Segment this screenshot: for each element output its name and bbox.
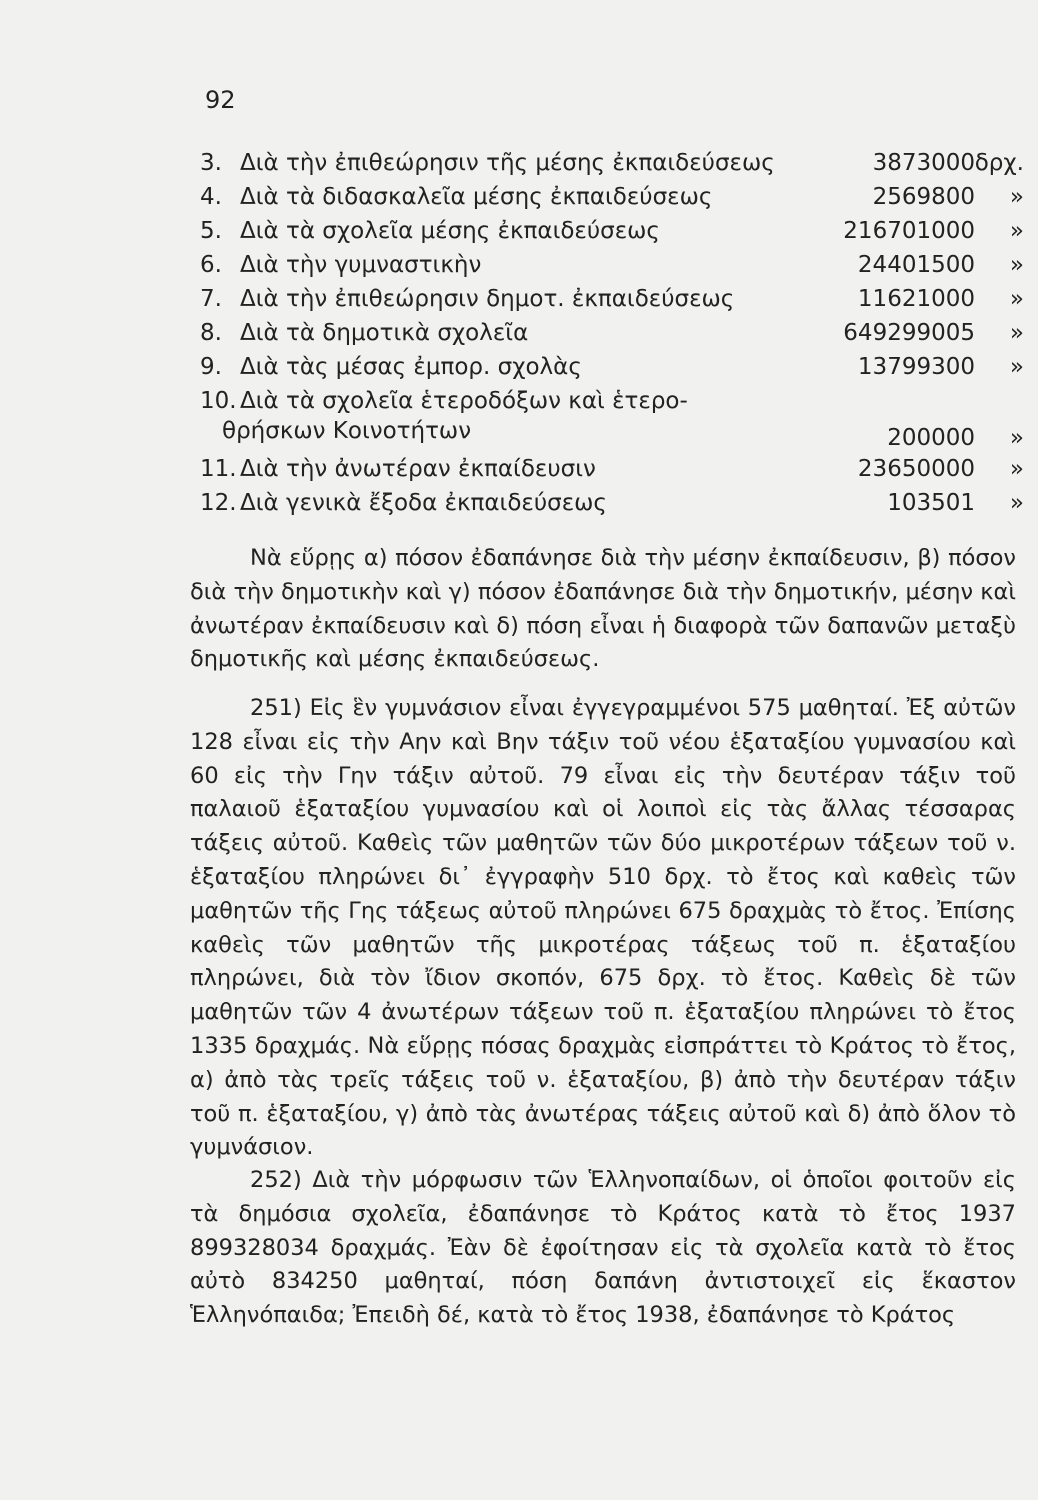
item-unit: » <box>1009 286 1024 312</box>
item-text: Διὰ τὰς μέσας ἐμπορ. σχολὰς <box>240 354 582 380</box>
question-paragraph: Νὰ εὕρῃς α) πόσον ἐδαπάνησε διὰ τὴν μέσην ἐκπαίδευσιν, β) πόσον διὰ τὴν δημοτικὴν καὶ γ) πόσον ἐδαπάνησε διὰ τὴν δημοτικήν, μέσην καὶ ἀνωτέραν ἐκπαίδευσιν καὶ δ) πόση εἶναι ἡ διαφορὰ τῶν δαπανῶν μεταξὺ δημοτικῆς καὶ μέσης ἐκπαιδεύσεως. <box>190 545 1016 673</box>
expense-row <box>200 490 1030 524</box>
item-unit: » <box>1009 252 1024 278</box>
item-unit: δρχ. <box>974 150 1024 176</box>
item-text: Διὰ γενικὰ ἔξοδα ἐκπαιδεύσεως <box>240 490 607 516</box>
item-amount: 23650000 <box>857 456 975 482</box>
item-amount: 200000 <box>887 425 975 451</box>
item-number: 11. <box>200 456 237 482</box>
item-number: 12. <box>200 490 237 516</box>
item-unit: » <box>1009 425 1024 451</box>
item-text: Διὰ τὰ σχολεῖα μέσης ἐκπαιδεύσεως <box>240 218 660 244</box>
item-unit: » <box>1009 320 1024 346</box>
item-number: 4. <box>200 184 222 210</box>
expense-row <box>200 184 1030 218</box>
item-amount: 24401500 <box>857 252 975 278</box>
item-text-continued: θρήσκων Κοινοτήτων <box>222 418 472 444</box>
item-amount: 216701000 <box>843 218 975 244</box>
expense-row <box>200 354 1030 388</box>
problem-252: 252) Διὰ τὴν μόρφωσιν τῶν Ἑλληνοπαίδων, οἱ ὁποῖοι φοιτοῦν εἰς τὰ δημόσια σχολεῖα, ἐδαπάνησε τὸ Κράτος κατὰ τὸ ἔτος 1937 899328034 δραχμάς. Ἐὰν δὲ ἐφοίτησαν εἰς τὰ σχολεῖα κατὰ τὸ ἔτος αὐτὸ 834250 μαθηταί, πόση δαπάνη ἀντιστοιχεῖ εἰς ἕκαστον Ἑλληνόπαιδα; Ἐπειδὴ δέ, κατὰ τὸ ἔτος 1938, ἐδαπάνησε τὸ Κράτος <box>190 1167 1016 1329</box>
item-text: Διὰ τὴν ἀνωτέραν ἐκπαίδευσιν <box>240 456 596 482</box>
item-number: 10. <box>200 388 237 414</box>
item-text: Διὰ τὰ διδασκαλεῖα μέσης ἐκπαιδεύσεως <box>240 184 713 210</box>
item-unit: » <box>1009 490 1024 516</box>
item-unit: » <box>1009 218 1024 244</box>
expense-row <box>200 218 1030 252</box>
item-text: Διὰ τὴν ἐπιθεώρησιν δημοτ. ἐκπαιδεύσεως <box>240 286 735 312</box>
expense-row <box>200 252 1030 286</box>
item-unit: » <box>1009 354 1024 380</box>
item-amount: 649299005 <box>843 320 975 346</box>
item-number: 7. <box>200 286 222 312</box>
item-text: Διὰ τὴν γυμναστικὴν <box>240 252 482 278</box>
item-number: 6. <box>200 252 222 278</box>
item-amount: 11621000 <box>857 286 975 312</box>
problem-251: 251) Εἰς ἓν γυμνάσιον εἶναι ἐγγεγραμμένοι 575 μαθηταί. Ἐξ αὐτῶν 128 εἶναι εἰς τὴν Αην καὶ Βην τάξιν τοῦ νέου ἑξαταξίου γυμνασίου καὶ 60 εἰς τὴν Γην τάξιν αὐτοῦ. 79 εἶναι εἰς τὴν δευτέραν τάξιν τοῦ παλαιοῦ ἑξαταξίου γυμνασίου καὶ οἱ λοιποὶ εἰς τὰς ἄλλας τέσσαρας τάξεις αὐτοῦ. Καθεὶς τῶν μαθητῶν τῶν δύο μικροτέρων τάξεων τοῦ ν. ἑξαταξίου πληρώνει δι᾿ ἐγγραφὴν 510 δρχ. τὸ ἔτος καὶ καθεὶς τῶν μαθητῶν τῆς Γης τάξεως αὐτοῦ πληρώνει 675 δραχμὰς τὸ ἔτος. Ἐπίσης καθεὶς τῶν μαθητῶν τῆς μικροτέρας τάξεως τοῦ π. ἑξαταξίου πληρώνει, διὰ τὸν ἴδιον σκοπόν, 675 δρχ. τὸ ἔτος. Καθεὶς δὲ τῶν μαθητῶν τῶν 4 ἀνωτέρων τάξεων τοῦ π. ἑξαταξίου πληρώνει τὸ ἔτος 1335 δραχμάς. Νὰ εὕρῃς πόσας δραχμὰς εἰσπράττει τὸ Κράτος τὸ ἔτος, α) ἀπὸ τὰς τρεῖς τάξεις τοῦ ν. ἑξαταξίου, β) ἀπὸ τὴν δευτέραν τάξιν τοῦ π. ἑξαταξίου, γ) ἀπὸ τὰς ἀνωτέρας τάξεις αὐτοῦ καὶ δ) ἀπὸ ὅλον τὸ γυμνάσιον. <box>190 695 1016 1161</box>
item-text: Διὰ τὰ δημοτικὰ σχολεῖα <box>240 320 529 346</box>
item-number: 9. <box>200 354 222 380</box>
expense-row <box>200 150 1030 184</box>
expense-row <box>200 286 1030 320</box>
expense-row <box>200 388 1030 456</box>
item-amount: 13799300 <box>857 354 975 380</box>
expense-row <box>200 320 1030 354</box>
item-number: 3. <box>200 150 222 176</box>
page-number: 92 <box>205 86 236 114</box>
item-text: Διὰ τὴν ἐπιθεώρησιν τῆς μέσης ἐκπαιδεύσεως <box>240 150 775 176</box>
item-number: 8. <box>200 320 222 346</box>
item-number: 5. <box>200 218 222 244</box>
item-text: Διὰ τὰ σχολεῖα ἑτεροδόξων καὶ ἑτερο- <box>240 388 688 414</box>
item-amount: 3873000 <box>872 150 975 176</box>
item-amount: 103501 <box>887 490 975 516</box>
item-amount: 2569800 <box>872 184 975 210</box>
item-unit: » <box>1009 184 1024 210</box>
item-unit: » <box>1009 456 1024 482</box>
expense-row <box>200 456 1030 490</box>
